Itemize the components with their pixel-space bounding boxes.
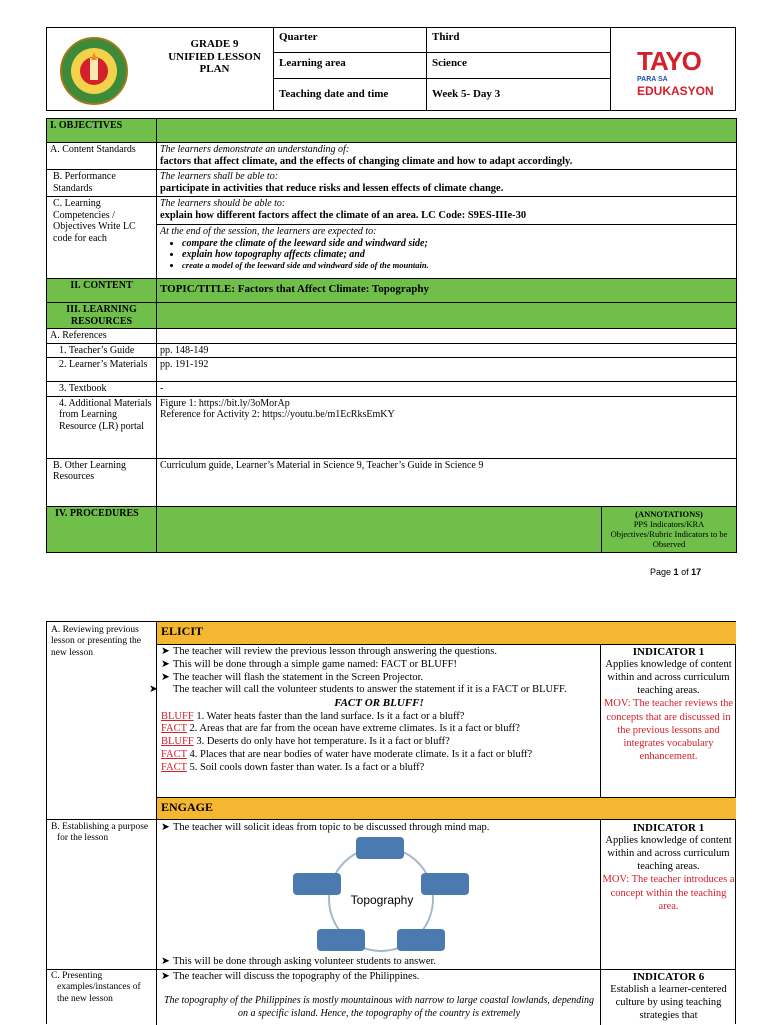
- objective-item: • compare the climate of the leeward side and windward side;: [182, 238, 733, 250]
- teaching-date-value: Week 5- Day 3: [432, 88, 501, 100]
- indicator-1-annotation: INDICATOR 1 Applies knowledge of content within and across curriculum teaching areas. MOV: The teacher reviews the concepts that are discussed in the previous lessons and integrates vocabulary enhancement.: [603, 646, 734, 762]
- mind-map-node: [356, 837, 404, 859]
- procedures-table: [46, 621, 736, 1024]
- learning-competencies-text: explain how different factors affect the climate of an area. LC Code: S9ES-IIIe-30: [160, 209, 527, 221]
- content-standards-label: A. Content Standards: [47, 143, 157, 170]
- textbook-value: -: [157, 382, 737, 397]
- engage-heading: ENGAGE: [157, 798, 736, 819]
- topography-paragraph: The topography of the Philippines is mostly mountainous with narrow to large coastal lowlands, depending on a specific island. Hence, the topography of the country is extremely: [163, 995, 595, 1019]
- deped-seal-icon: [59, 36, 129, 106]
- performance-standards-label: B. Performance Standards: [47, 170, 157, 197]
- list-item: ➤ The teacher will call the volunteer students to answer the statement if it is a FACT or BLUFF.: [149, 684, 567, 696]
- learners-materials-value: pp. 191-192: [157, 358, 737, 382]
- question-item: FACT 2. Areas that are far from the ocean have extreme climates. Is it a fact or bluff?: [161, 723, 520, 735]
- quarter-value: Third: [432, 31, 460, 43]
- section-c-label: C. Presenting examples/instances of the new lesson: [51, 971, 141, 1004]
- section-c-content: [161, 970, 597, 1020]
- elicit-heading: ELICIT: [157, 622, 736, 644]
- performance-standards-intro: The learners shall be able to:: [160, 171, 279, 182]
- learning-competencies-label: C. Learning Competencies / Objectives Write LC code for each: [47, 197, 157, 279]
- objectives-heading: I. OBJECTIVES: [47, 119, 157, 143]
- mind-map: [277, 837, 487, 957]
- list-item: ➤ The teacher will solicit ideas from topic to be discussed through mind map.: [161, 822, 490, 833]
- indicator-6-annotation: INDICATOR 6 Establish a learner-centered culture by using teaching strategies that: [610, 971, 727, 1022]
- topic-title: TOPIC/TITLE: Factors that Affect Climate: Topography: [157, 279, 737, 303]
- mind-map-node: [293, 873, 341, 895]
- session-objectives-intro: At the end of the session, the learners are expected to:: [160, 226, 377, 237]
- mind-map-node: [397, 929, 445, 951]
- mind-map-node: [421, 873, 469, 895]
- objective-item: • create a model of the leeward side and windward side of the mountain.: [182, 261, 733, 271]
- learning-area-value: Science: [432, 57, 467, 69]
- question-item: BLUFF 3. Deserts do only have hot temperature. Is it a fact or bluff?: [161, 736, 450, 748]
- question-item: BLUFF 1. Water heats faster than the land surface. Is it a fact or a bluff?: [161, 710, 465, 722]
- activity-link[interactable]: Reference for Activity 2: https://youtu.be/m1EcRksEmKY: [160, 409, 395, 420]
- indicator-1b-annotation: INDICATOR 1 Applies knowledge of content within and across curriculum teaching areas. MOV: The teacher introduces a concept within the teaching area.: [602, 822, 735, 912]
- content-heading: II. CONTENT: [47, 279, 157, 303]
- content-standards-intro: The learners demonstrate an understanding of:: [160, 144, 350, 155]
- other-resources-value: Curriculum guide, Learner’s Material in Science 9, Teacher’s Guide in Science 9: [157, 458, 737, 506]
- mind-map-center-label: Topography: [350, 893, 414, 907]
- game-title: FACT OR BLUFF!: [334, 697, 424, 710]
- tayo-logo: TAYO PARA SA EDUKASYON: [637, 46, 714, 98]
- references-label: A. References: [47, 329, 157, 344]
- list-item: ➤ The teacher will review the previous lesson through answering the questions.: [161, 646, 497, 657]
- teaching-date-label: Teaching date and time: [279, 88, 389, 100]
- other-resources-label: B. Other Learning Resources: [47, 458, 157, 506]
- textbook-label: 3. Textbook: [47, 382, 157, 397]
- list-item: ➤ The teacher will flash the statement in the Screen Projector.: [161, 671, 424, 683]
- teachers-guide-label: 1. Teacher’s Guide: [47, 343, 157, 358]
- list-item: ➤ The teacher will discuss the topography of the Philippines.: [161, 971, 420, 982]
- learning-competencies-intro: The learners should be able to:: [160, 198, 286, 209]
- section-b-label: B. Establishing a purpose for the lesson: [51, 822, 149, 844]
- question-item: FACT 5. Soil cools down faster than water. Is a fact or a bluff?: [161, 761, 425, 773]
- section-b-content: [161, 821, 597, 833]
- objective-item: • explain how topography affects climate; and: [182, 249, 733, 261]
- figure-link[interactable]: Figure 1: https://bit.ly/3oMorAp: [160, 397, 290, 409]
- performance-standards-text: participate in activities that reduce risks and lessen effects of climate change.: [160, 182, 504, 194]
- annotations-label: (ANNOTATIONS): [635, 508, 703, 519]
- header-table: [46, 27, 736, 111]
- lesson-plan-title: GRADE 9 UNIFIED LESSON PLAN: [168, 38, 261, 76]
- teachers-guide-value: pp. 148-149: [157, 343, 737, 358]
- section-a-label: A. Reviewing previous lesson or presenting the new lesson: [51, 625, 141, 658]
- session-objectives-list: [160, 238, 733, 271]
- section-a-content: [149, 646, 597, 775]
- mind-map-node: [317, 929, 365, 951]
- content-standards-text: factors that affect climate, and the effects of changing climate and how to adapt accordingly.: [160, 155, 573, 167]
- procedures-heading: IV. PROCEDURES: [47, 506, 157, 552]
- learners-materials-label: 2. Learner’s Materials: [47, 358, 157, 382]
- learning-area-label: Learning area: [279, 57, 346, 69]
- learning-resources-heading: III. LEARNING RESOURCES: [47, 303, 157, 329]
- section-b-note: ➤ This will be done through asking volunteer students to answer.: [161, 956, 437, 967]
- page-footer: Page 1 of 17: [650, 567, 702, 577]
- list-item: ➤ This will be done through a simple game named: FACT or BLUFF!: [161, 658, 457, 670]
- annotations-sub: PPS Indicators/KRA Objectives/Rubric Indicators to be Observed: [610, 518, 728, 550]
- objectives-table: [46, 118, 737, 553]
- additional-materials-label: 4. Additional Materials from Learning Resource (LR) portal: [47, 396, 157, 458]
- question-item: FACT 4. Places that are near bodies of water have moderate climate. Is it a fact or bluff?: [161, 748, 533, 760]
- quarter-label: Quarter: [279, 31, 318, 43]
